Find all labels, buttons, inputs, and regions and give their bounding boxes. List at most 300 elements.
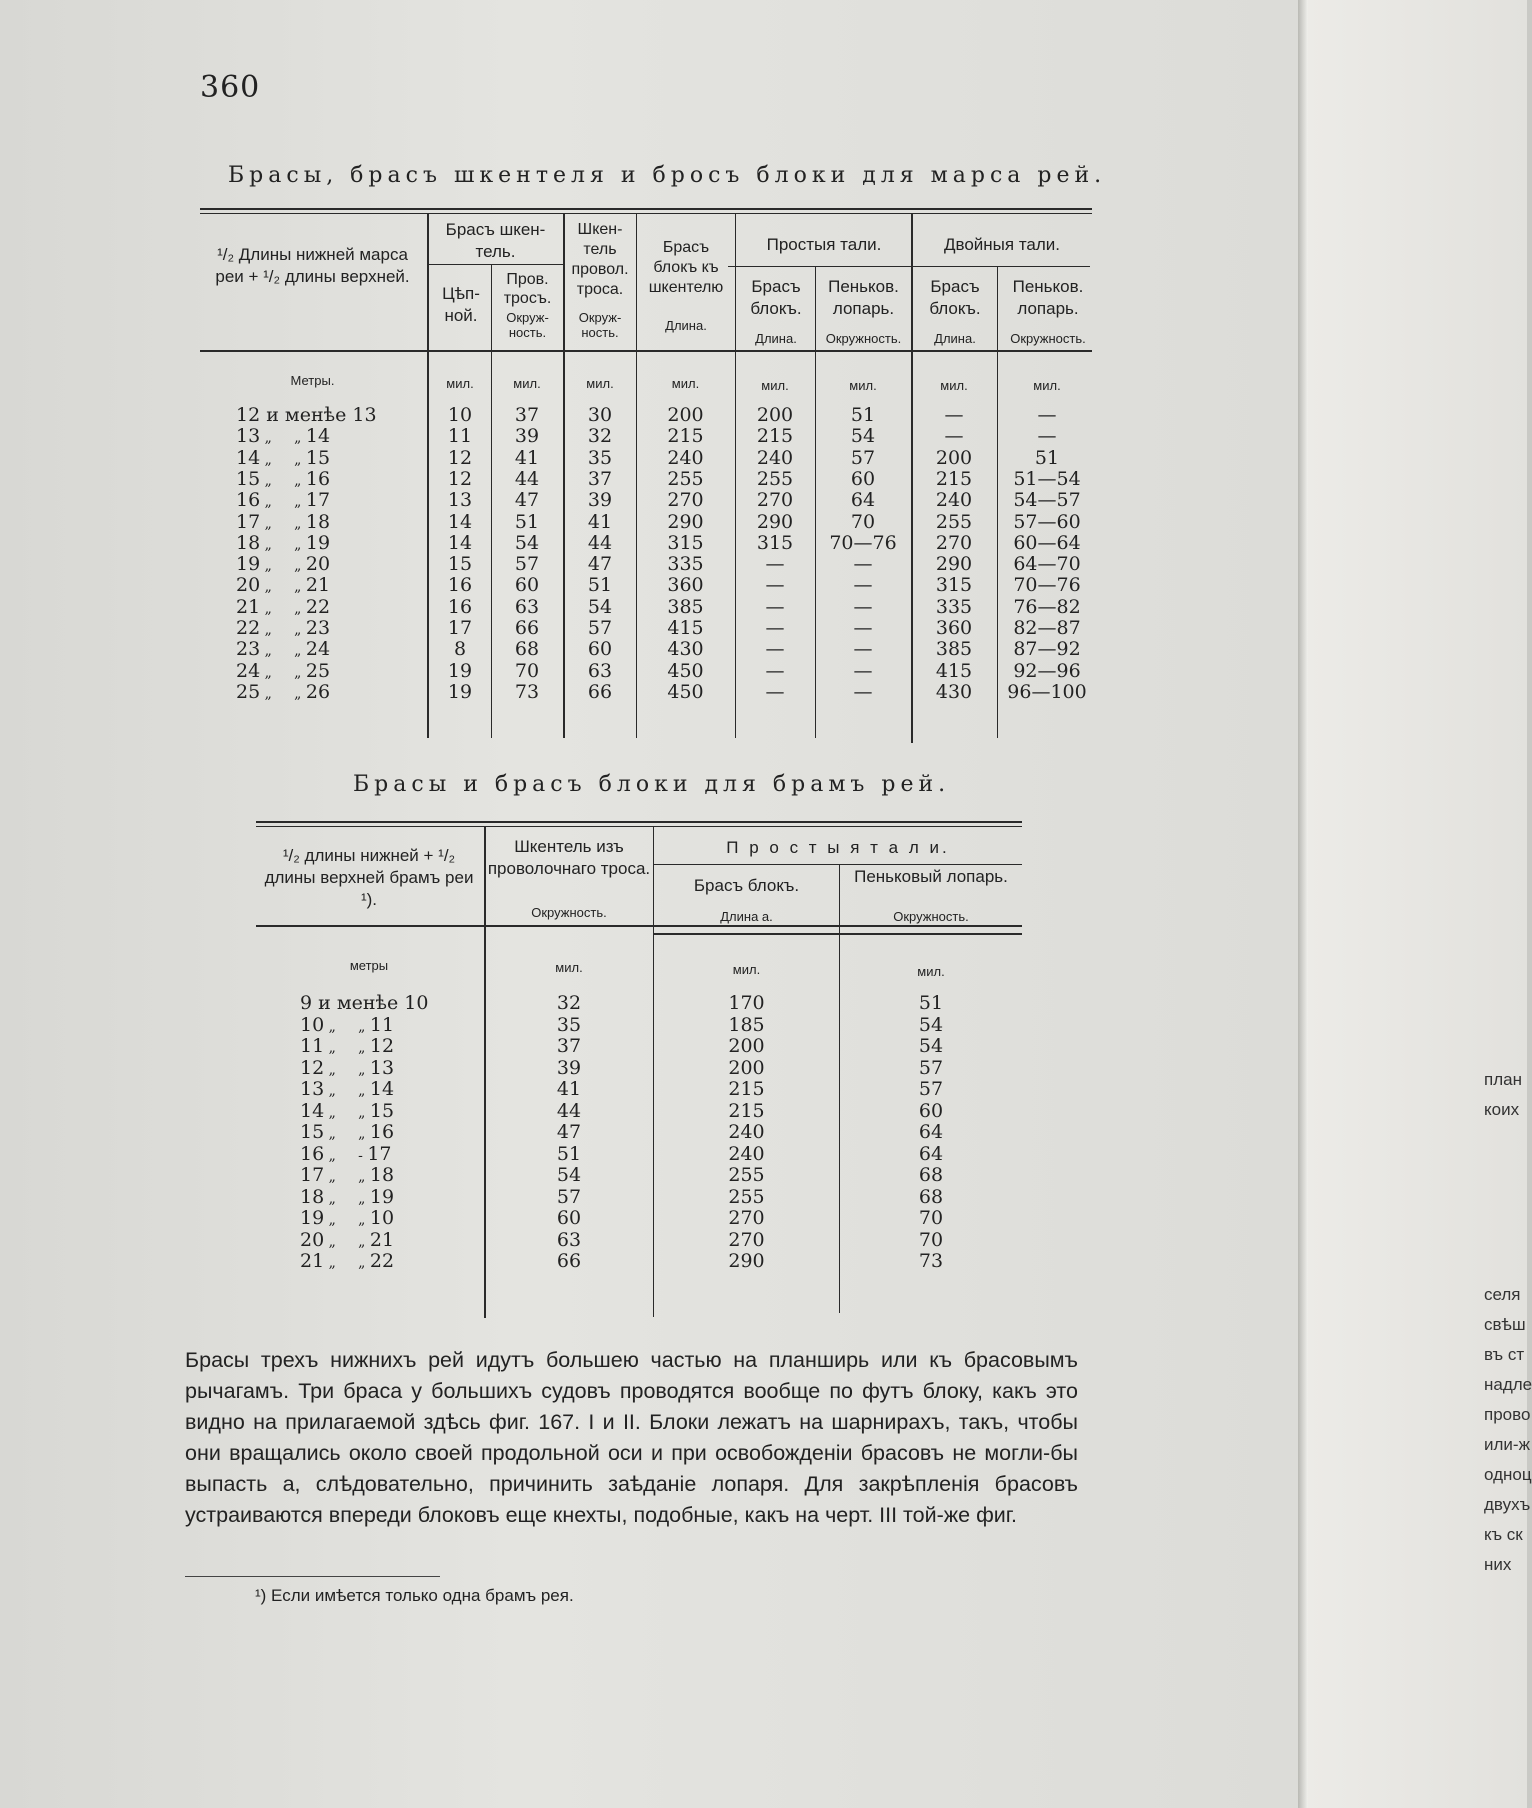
table-cell: 430 (935, 680, 973, 703)
table1-header-dlina-simple: Длина. (755, 331, 797, 346)
table-cell: 240 (935, 489, 973, 512)
table-cell: 240 (728, 1142, 765, 1165)
table-cell: 290 (728, 1250, 765, 1272)
range-to: 21 (305, 574, 331, 597)
range-from: 15 (236, 467, 261, 490)
range-from: 17 (300, 1164, 325, 1186)
table1-unit: мил. (1033, 378, 1061, 393)
adjacent-page-line: коих (1484, 1100, 1520, 1119)
table1-header-cep: Цѣп-ной. (442, 284, 480, 325)
range-from: 20 (236, 574, 261, 597)
table-cell: 66 (514, 617, 540, 639)
table-cell: 51 (587, 574, 613, 597)
table-row (0, 1079, 1100, 1100)
adjacent-page-line: или-ж (1484, 1435, 1530, 1454)
table-cell: 51 (850, 404, 876, 426)
range-from: 18 (236, 531, 261, 554)
table-cell: 240 (728, 1121, 765, 1143)
table-cell: 54 (514, 531, 540, 554)
table1-sub-rule (728, 266, 1090, 267)
table-cell: 60 (514, 574, 540, 597)
table-cell: 92—96 (1013, 659, 1081, 682)
table1-unit: мил. (940, 378, 968, 393)
table-cell: — (853, 638, 873, 661)
range-separator: „ „ (260, 472, 306, 489)
table1-top-rule-thin (200, 213, 1092, 214)
table-cell: 415 (667, 617, 704, 639)
adjacent-page-line: двухъ (1484, 1495, 1531, 1514)
table2-top-rule (256, 821, 1022, 823)
range-from: 20 (300, 1228, 325, 1251)
table-cell: — (765, 638, 785, 661)
table-cell: 54 (850, 425, 876, 448)
range-to: 23 (305, 617, 331, 639)
table-row (0, 639, 1100, 660)
table-cell: 51 (1034, 446, 1060, 469)
table2-sub-rule (653, 864, 1022, 865)
range-from: 14 (300, 1099, 325, 1122)
table-cell: 450 (667, 659, 704, 682)
table-cell: 13 (447, 489, 473, 512)
table2-header-length: ¹/₂ длины нижней + ¹/₂ длины верхней брамъ реи ¹). (264, 846, 474, 909)
table-cell: 215 (935, 467, 973, 490)
table-cell: 270 (728, 1207, 765, 1229)
table1-header-bras-blok-simple: Брасъ блокъ. (750, 277, 802, 318)
table-row (0, 1165, 1100, 1186)
table-row (0, 554, 1100, 575)
range-to: 19 (305, 531, 331, 554)
table-cell: — (765, 595, 785, 618)
table-cell: — (765, 617, 785, 639)
table1-header-shk-prov: Шкен-тель провол. троса. (571, 221, 629, 298)
table-row (0, 405, 1100, 426)
table-cell: 47 (514, 489, 540, 512)
table-row (0, 512, 1100, 533)
range-to: 19 (369, 1185, 395, 1208)
range-to: 15 (305, 446, 331, 469)
table-cell: 255 (756, 467, 794, 490)
table-cell: 82—87 (1013, 617, 1081, 639)
table1-unit-metry: Метры. (290, 373, 335, 388)
range-cell (300, 1251, 394, 1274)
table-cell: 270 (756, 489, 794, 512)
body-paragraph: Брасы трехъ нижнихъ рей идутъ большею частью на планширь или къ брасовымъ рычагамъ. Три браса у большихъ судовъ проводятся вообще по футъ блоку, какъ это видно на прилагаемой здѣсь фиг. 167. I и II. Блоки лежатъ на шарнирахъ, такъ, чтобы они вращались около своей продольной оси и при освобожденіи брасовъ не могли-бы выпасть а, слѣдовательно, причинить заѣданіе лопаря. Для закрѣпленія брасовъ устраиваются впереди блоковъ еще кнехты, подобные, какъ на черт. III той-же фиг. (185, 1348, 1078, 1527)
table-cell: 57 (556, 1185, 582, 1208)
table-cell: 54 (587, 595, 613, 618)
table-cell: 32 (587, 425, 613, 448)
table-cell: 200 (935, 446, 973, 469)
table-row (0, 618, 1100, 639)
range-from: 13 (300, 1078, 325, 1100)
book-spine (1298, 0, 1308, 1808)
table-cell: 215 (728, 1078, 765, 1100)
range-from: 10 (300, 1013, 325, 1036)
table-cell: 73 (514, 680, 540, 703)
table-row (0, 1208, 1100, 1229)
table-cell: — (944, 404, 964, 426)
table-cell: — (853, 659, 873, 682)
range-to: 16 (305, 467, 331, 490)
table1-header-bras-shk: Брасъ шкен-тель. (445, 220, 546, 261)
range-from: 21 (300, 1250, 325, 1272)
table-cell: 39 (587, 489, 613, 512)
table-cell: 270 (667, 489, 704, 512)
range-from: 22 (236, 617, 261, 639)
range-to: 14 (369, 1078, 395, 1100)
table-cell: 57 (918, 1078, 944, 1100)
table-cell: 54 (918, 1013, 944, 1036)
range-separator: „ „ (260, 494, 306, 511)
table-row (0, 993, 1100, 1014)
table-row (0, 1251, 1100, 1272)
range-separator: „ „ (260, 579, 306, 596)
table-cell: 47 (556, 1121, 582, 1143)
page-number: 360 (200, 70, 261, 105)
table-cell: 60—64 (1013, 531, 1081, 554)
table-cell: 290 (756, 510, 794, 533)
table-cell: 70 (918, 1207, 944, 1229)
table-cell: 12 (447, 446, 473, 469)
table1-header-length: ¹/₂ Длины нижней марса реи + ¹/₂ длины верхней. (215, 245, 410, 286)
range-separator: „ „ (260, 622, 306, 638)
range-separator: „ „ (324, 1190, 370, 1207)
table-row (0, 469, 1100, 490)
table-row (0, 1036, 1100, 1057)
range-separator: „ „ (260, 643, 306, 660)
table-cell: 60 (556, 1207, 582, 1229)
table-row (0, 1015, 1100, 1036)
table1-sub-rule (428, 264, 563, 265)
table-cell: 270 (728, 1228, 765, 1251)
table-cell: 96—100 (1007, 680, 1087, 703)
table-cell: 70 (514, 659, 540, 682)
table-cell: 200 (667, 404, 704, 426)
table1-header-prov: Пров. тросъ. (503, 271, 552, 307)
table-cell: 11 (447, 425, 473, 448)
table-cell: 16 (447, 595, 473, 618)
table2-unit: мил. (917, 964, 945, 979)
table-cell: 39 (556, 1056, 582, 1079)
table-cell: 12 (447, 467, 473, 490)
range-separator: и менѣе (312, 992, 405, 1014)
table1-header-prostye: Простыя тали. (766, 235, 882, 254)
adjacent-page (1308, 0, 1532, 1808)
table1-unit: мил. (761, 378, 789, 393)
table-cell: 255 (935, 510, 973, 533)
table-cell: 430 (667, 638, 704, 661)
table1-body (0, 405, 1100, 705)
table1-title: Брасы, брасъ шкентеля и бросъ блоки для марса рей. (228, 163, 1107, 188)
range-to: 11 (369, 1013, 395, 1036)
table-cell: 57 (514, 553, 540, 576)
range-to: 13 (369, 1056, 395, 1079)
table-cell: 70—76 (829, 531, 897, 554)
table2-body (0, 993, 1100, 1283)
table-cell: 51 (918, 992, 944, 1014)
table2-header-prostye: П р о с т ы я т а л и. (726, 838, 950, 857)
table-cell: 14 (447, 510, 473, 533)
table1-header-rule (200, 350, 1092, 352)
table-cell: 335 (667, 553, 704, 576)
range-from: 15 (300, 1121, 325, 1143)
table-cell: 450 (667, 680, 704, 703)
adjacent-page-line: них (1484, 1555, 1512, 1574)
table-cell: 170 (728, 992, 765, 1014)
range-separator: „ „ (260, 430, 306, 447)
table-cell: 255 (728, 1185, 765, 1208)
table-cell: 87—92 (1013, 638, 1081, 661)
adjacent-page-line: одноц (1484, 1465, 1532, 1484)
table-cell: — (765, 680, 785, 703)
table-cell: 39 (514, 425, 540, 448)
table-cell: 68 (918, 1164, 944, 1186)
range-from: 17 (236, 510, 261, 533)
table1-unit: мил. (586, 376, 614, 391)
table-cell: 63 (556, 1228, 582, 1251)
table-cell: 57—60 (1013, 510, 1081, 533)
table-cell: 19 (447, 659, 473, 682)
table-cell: 14 (447, 531, 473, 554)
table1-unit: мил. (849, 378, 877, 393)
table-row (0, 661, 1100, 682)
table-cell: 68 (918, 1185, 944, 1208)
range-from: 12 (300, 1056, 325, 1079)
table-cell: 76—82 (1013, 595, 1081, 618)
range-to: 14 (305, 425, 331, 448)
table2-unit-metry: метры (349, 958, 389, 973)
range-cell (300, 993, 428, 1014)
table-cell: 54 (918, 1035, 944, 1057)
range-to: 26 (305, 680, 331, 703)
range-to: 21 (369, 1228, 395, 1251)
table-cell: 44 (514, 467, 540, 490)
table-cell: — (853, 680, 873, 703)
table-cell: 385 (667, 595, 704, 618)
table1-unit: мил. (671, 376, 700, 391)
table-row (0, 597, 1100, 618)
range-to: 18 (305, 510, 331, 533)
range-separator: и менѣе (260, 404, 353, 426)
adjacent-page-line: селя (1484, 1285, 1521, 1304)
table1-header-penk-simple: Пеньков. лопарь. (828, 277, 899, 318)
table1-header-dlina-b: Длина. (665, 318, 707, 333)
range-from: 11 (300, 1035, 325, 1057)
table-cell: 57 (850, 446, 876, 469)
table-cell: 60 (587, 638, 613, 661)
range-from: 13 (236, 425, 261, 448)
range-separator: „ „ (324, 1083, 370, 1099)
range-separator: „ „ (324, 1169, 370, 1185)
table-cell: 66 (556, 1250, 582, 1272)
table-cell: 240 (756, 446, 794, 469)
table-cell: — (944, 425, 964, 448)
range-to: 16 (369, 1121, 395, 1143)
table2-top-rule-thin (256, 826, 1022, 827)
table-row (0, 448, 1100, 469)
table-cell: — (765, 553, 785, 576)
table-cell: 415 (935, 659, 973, 682)
range-from: 9 (300, 992, 313, 1014)
table-cell: 70 (918, 1228, 944, 1251)
table-cell: 200 (728, 1056, 765, 1079)
table-cell: 51—54 (1013, 467, 1081, 490)
table-cell: 290 (935, 553, 973, 576)
table1-header-okr-double: Окружность. (1010, 331, 1086, 346)
range-to: 24 (305, 638, 331, 661)
table2-title: Брасы и брасъ блоки для брамъ рей. (353, 772, 951, 797)
range-separator: „ „ (324, 1233, 370, 1250)
table-row (0, 1101, 1100, 1122)
table2-header-shk-okr: Окружность. (531, 905, 607, 920)
table2-header-dlina: Длина а. (720, 909, 773, 924)
table-cell: 290 (667, 510, 704, 533)
table-cell: 35 (556, 1013, 582, 1036)
range-separator: „ „ (324, 1126, 370, 1142)
table-row (0, 1144, 1100, 1165)
table-cell: 215 (728, 1099, 765, 1122)
table-cell: 19 (447, 680, 473, 703)
table-cell: 315 (667, 531, 704, 554)
table-cell: 54 (556, 1164, 582, 1186)
range-cell (236, 682, 330, 705)
range-separator: „ „ (324, 1212, 370, 1228)
range-to: 13 (352, 404, 377, 426)
range-from: 12 (236, 404, 261, 426)
range-to: 18 (369, 1164, 395, 1186)
table-cell: 66 (587, 680, 613, 703)
range-from: 23 (236, 638, 261, 661)
range-separator: „ „ (324, 1061, 370, 1078)
table-cell: 63 (587, 659, 613, 682)
table-row (0, 426, 1100, 447)
table-cell: — (853, 617, 873, 639)
table-cell: 41 (514, 446, 540, 469)
range-separator: „ „ (324, 1255, 370, 1271)
adjacent-page-line: свѣш (1484, 1315, 1526, 1334)
table2-header-shk: Шкентель изъ проволочнаго троса. (487, 837, 651, 878)
range-separator: „ „ (260, 664, 306, 681)
table-cell: 44 (587, 531, 613, 554)
table-row (0, 1122, 1100, 1143)
range-separator: „ - (324, 1147, 368, 1164)
table-cell: 54—57 (1013, 489, 1081, 512)
table1-header-penk-double: Пеньков. лопарь. (1012, 277, 1084, 318)
range-separator: „ „ (324, 1040, 370, 1056)
table2-header-okr2: Окружность. (893, 909, 969, 924)
footnote: ¹) Если имѣется только одна брамъ рея. (255, 1586, 574, 1605)
table-cell: 215 (756, 425, 794, 448)
table-cell: 64 (918, 1121, 944, 1143)
table-cell: — (1037, 404, 1057, 426)
table-cell: 360 (935, 617, 973, 639)
table1-header-okr-simple: Окружность. (825, 331, 902, 346)
table-row (0, 533, 1100, 554)
table-cell: 64 (918, 1142, 944, 1165)
table2-header-penk: Пеньковый лопарь. (854, 867, 1008, 886)
table-cell: 70 (850, 510, 876, 533)
table-cell: 41 (587, 510, 613, 533)
range-from: 14 (236, 446, 261, 469)
range-separator: „ „ (260, 536, 306, 553)
table-cell: 64—70 (1013, 553, 1081, 576)
range-to: 12 (369, 1035, 395, 1057)
table-cell: 8 (453, 638, 467, 661)
table-cell: 37 (587, 467, 613, 490)
table2-unit: мил. (555, 960, 583, 975)
table-row (0, 682, 1100, 703)
range-from: 24 (236, 659, 261, 682)
table-cell: 10 (447, 404, 473, 426)
table1-header-shk-okr: Окруж-ность. (578, 310, 622, 340)
table-cell: 32 (556, 992, 582, 1014)
footnote-rule (185, 1576, 440, 1577)
table-cell: 51 (556, 1142, 582, 1165)
table-cell: — (853, 595, 873, 618)
table1-top-rule (200, 208, 1092, 210)
table-row (0, 1058, 1100, 1079)
table-cell: 44 (556, 1099, 582, 1122)
range-to: 17 (367, 1142, 392, 1165)
table-cell: 35 (587, 446, 613, 469)
table-cell: 47 (587, 553, 613, 576)
table-cell: 30 (587, 404, 613, 426)
table1-unit: мил. (513, 376, 541, 391)
table1-header-dlina-double: Длина. (934, 331, 976, 346)
adjacent-page-line: къ ск (1484, 1525, 1523, 1544)
range-separator: „ „ (260, 600, 306, 617)
table-row (0, 1230, 1100, 1251)
table-cell: — (765, 574, 785, 597)
table1-unit: мил. (446, 376, 474, 391)
range-to: 22 (305, 595, 331, 618)
table-cell: 15 (447, 553, 473, 576)
range-from: 19 (300, 1207, 325, 1229)
table-cell: 200 (756, 404, 794, 426)
table1-header-bras-blok: Брасъ блокъ къ шкентелю (648, 239, 724, 296)
range-to: 25 (305, 659, 331, 682)
table-cell: 64 (850, 489, 876, 512)
range-from: 16 (300, 1142, 325, 1165)
adjacent-page-line: надле (1484, 1375, 1532, 1394)
table-cell: 270 (935, 531, 973, 554)
range-separator: „ „ (260, 558, 306, 575)
range-to: 10 (404, 992, 429, 1014)
range-from: 16 (236, 489, 261, 512)
range-separator: „ „ (260, 685, 306, 702)
table-cell: 57 (587, 617, 613, 639)
table-row (0, 1187, 1100, 1208)
range-separator: „ „ (324, 1018, 370, 1035)
table-cell: — (853, 553, 873, 576)
adjacent-page-line: въ ст (1484, 1345, 1525, 1364)
range-separator: „ „ (260, 451, 306, 468)
range-separator: „ „ (260, 515, 306, 532)
range-to: 15 (369, 1099, 395, 1122)
table-cell: 57 (918, 1056, 944, 1079)
table-cell: — (853, 574, 873, 597)
table-cell: 385 (935, 638, 973, 661)
adjacent-page-line: прово (1484, 1405, 1531, 1424)
range-to: 10 (369, 1207, 395, 1229)
table-cell: 73 (918, 1250, 944, 1272)
table-cell: 335 (935, 595, 973, 618)
range-from: 21 (236, 595, 261, 618)
table-cell: 60 (918, 1099, 944, 1122)
range-from: 18 (300, 1185, 325, 1208)
table-cell: 68 (514, 638, 540, 661)
table-cell: 255 (728, 1164, 765, 1186)
adjacent-page-line: план (1484, 1070, 1522, 1089)
